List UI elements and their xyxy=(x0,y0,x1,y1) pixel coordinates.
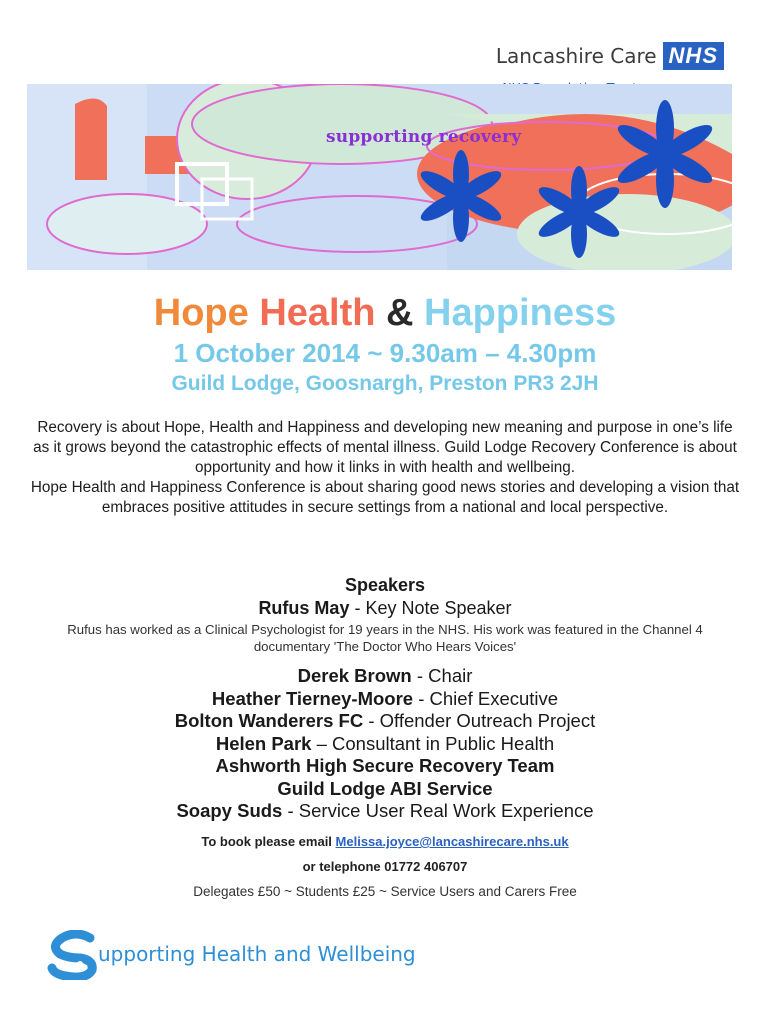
event-date: 1 October 2014 ~ 9.30am – 4.30pm xyxy=(173,338,597,368)
people-s-logo-icon xyxy=(46,930,106,980)
keynote-bio: Rufus has worked as a Clinical Psychologist for 19 years in the NHS. His work was featured in the Channel 4 documentary 'The Doctor Who Hears Voices' xyxy=(67,622,703,654)
booking-prefix: To book please email xyxy=(201,834,336,849)
intro-text xyxy=(30,418,740,518)
title-amp: & xyxy=(386,292,414,334)
list-item xyxy=(0,688,770,711)
speaker-name: Guild Lodge ABI Service xyxy=(277,777,493,799)
speaker-role: - Offender Outreach Project xyxy=(363,710,596,731)
booking-line xyxy=(0,834,770,849)
list-item xyxy=(0,800,770,823)
nhs-logo: NHS xyxy=(663,42,724,70)
keynote-role: - Key Note Speaker xyxy=(349,598,512,618)
speaker-name: Bolton Wanderers FC xyxy=(174,710,364,731)
list-item xyxy=(0,710,770,733)
phone-line: or telephone 01772 406707 xyxy=(302,859,468,874)
speaker-list xyxy=(0,665,770,823)
logo-block xyxy=(496,42,724,70)
speaker-role: - Chief Executive xyxy=(413,687,559,709)
title-health: Health xyxy=(259,292,376,334)
speaker-role: - Service User Real Work Experience xyxy=(282,800,594,821)
speaker-role: - Chair xyxy=(411,665,473,686)
list-item xyxy=(0,778,770,801)
list-item xyxy=(0,665,770,688)
email-link[interactable]: Melissa.joyce@lancashirecare.nhs.uk xyxy=(335,834,569,849)
keynote-speaker xyxy=(0,598,770,619)
title-happiness: Happiness xyxy=(424,292,617,334)
speaker-role: – Consultant in Public Health xyxy=(311,732,555,754)
prices-line: Delegates £50 ~ Students £25 ~ Service Users and Carers Free xyxy=(193,884,577,899)
org-name: Lancashire Care xyxy=(495,44,657,68)
banner-tagline: supporting recovery xyxy=(326,127,522,147)
keynote-name: Rufus May xyxy=(258,598,350,618)
list-item xyxy=(0,733,770,756)
speaker-name: Ashworth High Secure Recovery Team xyxy=(215,755,555,776)
speakers-heading: Speakers xyxy=(344,575,426,595)
speaker-name: Soapy Suds xyxy=(176,800,283,821)
footer-tagline: upporting Health and Wellbeing xyxy=(98,942,416,966)
supporting-recovery-banner xyxy=(27,84,732,270)
intro-paragraph-1: Recovery is about Hope, Health and Happiness and developing new meaning and purpose in one’s life as it grows beyond the catastrophic effects of mental illness. Guild Lodge Recovery Conference is about opportunity and how it links in with health and wellbeing. xyxy=(33,419,737,476)
speaker-name: Derek Brown xyxy=(297,665,412,686)
speaker-name: Helen Park xyxy=(215,732,312,754)
title-hope: Hope xyxy=(153,292,249,334)
event-venue: Guild Lodge, Goosnargh, Preston PR3 2JH xyxy=(171,372,599,395)
list-item xyxy=(0,755,770,778)
page-title xyxy=(0,290,770,336)
speaker-name: Heather Tierney-Moore xyxy=(211,687,414,709)
intro-paragraph-2: Hope Health and Happiness Conference is about sharing good news stories and developing a vision that embraces positive attitudes in secure settings from a national and local perspective. xyxy=(30,479,740,516)
